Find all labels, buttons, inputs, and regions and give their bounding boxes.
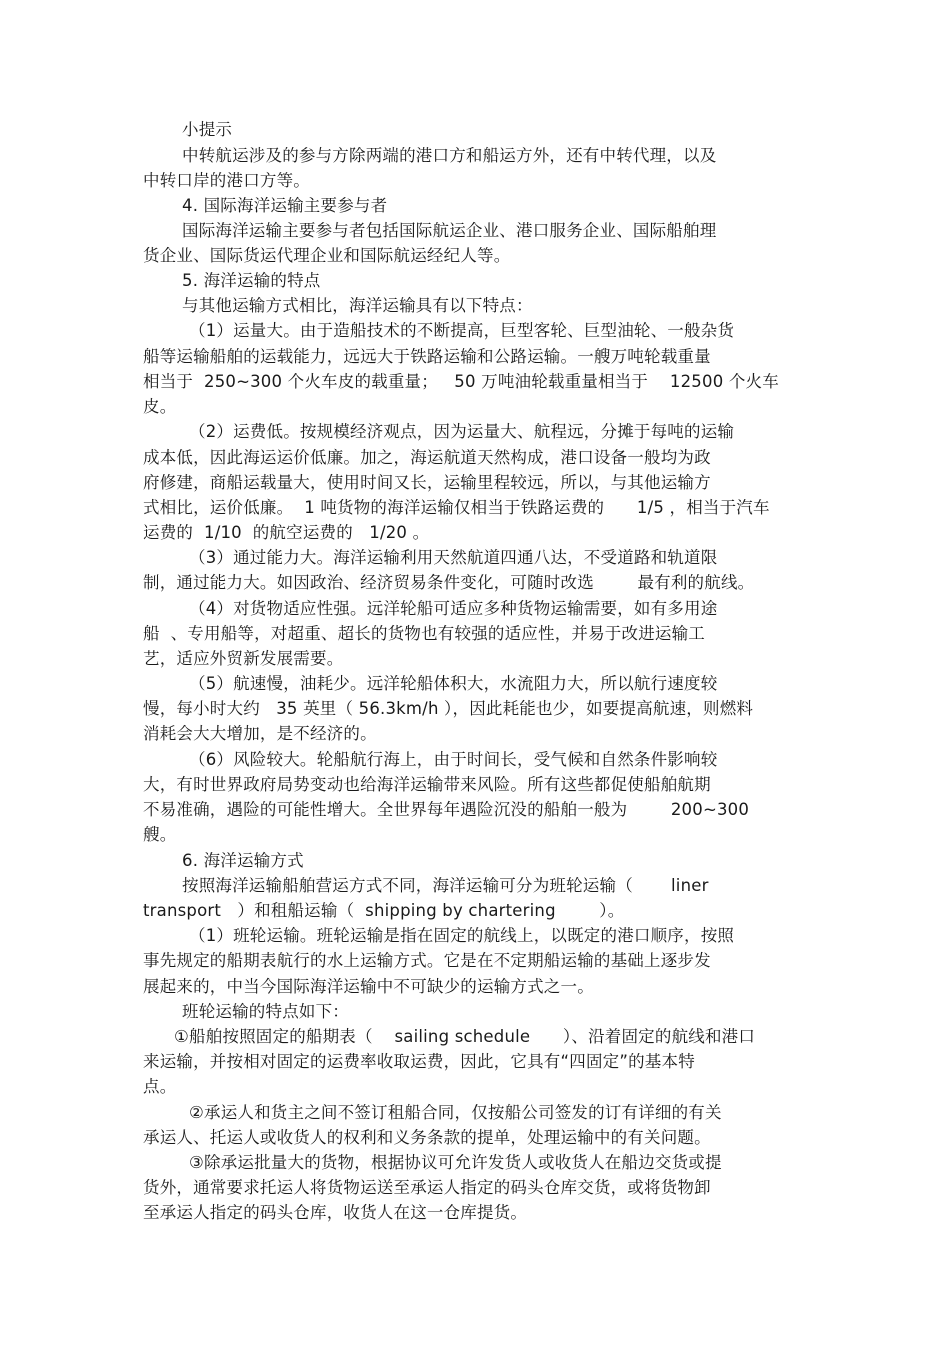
text-line: ①船舶按照固定的船期表（ sailing schedule ）、沿着固定的航线和港口 <box>174 1027 756 1046</box>
text-line: 慢，每小时大约 35 英里（ 56.3km/h ），因此耗能也少，如要提高航速，则燃料 <box>143 699 754 718</box>
text-line: 货外，通常要求托运人将货物运送至承运人指定的码头仓库交货，或将货物卸 <box>143 1178 711 1197</box>
text-line: 艘。 <box>143 825 177 844</box>
text-line: （1）运量大。由于造船技术的不断提高，巨型客轮、巨型油轮、一般杂货 <box>189 321 735 340</box>
text-line: 国际海洋运输主要参与者包括国际航运企业、港口服务企业、国际船舶理 <box>182 221 717 240</box>
text-line: 大，有时世界政府局势变动也给海洋运输带来风险。所有这些都促使船舶航期 <box>143 775 711 794</box>
text-line: 承运人、托运人或收货人的权利和义务条款的提单，处理运输中的有关问题。 <box>143 1128 711 1147</box>
text-line: （4）对货物适应性强。远洋轮船可适应多种货物运输需要，如有多用途 <box>189 599 718 618</box>
text-line: 货企业、国际货运代理企业和国际航运经纪人等。 <box>143 246 511 265</box>
text-line: 艺，适应外贸新发展需要。 <box>143 649 344 668</box>
text-line: 6. 海洋运输方式 <box>182 851 304 870</box>
text-line: 船 、专用船等，对超重、超长的货物也有较强的适应性，并易于改进运输工 <box>143 624 705 643</box>
text-line: 制，通过能力大。如因政治、经济贸易条件变化，可随时改选 最有利的航线。 <box>143 573 755 592</box>
text-line: 按照海洋运输船舶营运方式不同，海洋运输可分为班轮运输（ liner <box>182 876 709 895</box>
text-line: 式相比，运价低廉。 1 吨货物的海洋运输仅相当于铁路运费的 1/5 ，相当于汽车 <box>143 498 770 517</box>
text-line: 船等运输船舶的运载能力，远远大于铁路运输和公路运输。一艘万吨轮载重量 <box>143 347 711 366</box>
text-line: 消耗会大大增加，是不经济的。 <box>143 724 377 743</box>
text-line: （6）风险较大。轮船航行海上，由于时间长，受气候和自然条件影响较 <box>189 750 718 769</box>
text-line: 中转航运涉及的参与方除两端的港口方和船运方外，还有中转代理，以及 <box>182 146 717 165</box>
text-line: （2）运费低。按规模经济观点，因为运量大、航程远，分摊于每吨的运输 <box>189 422 735 441</box>
text-line: 成本低，因此海运运价低廉。加之，海运航道天然构成，港口设备一般均为政 <box>143 448 711 467</box>
text-line: 5. 海洋运输的特点 <box>182 271 321 290</box>
text-line: （1）班轮运输。班轮运输是指在固定的航线上，以既定的港口顺序，按照 <box>189 926 735 945</box>
text-line: （5）航速慢，油耗少。远洋轮船体积大，水流阻力大，所以航行速度较 <box>189 674 718 693</box>
text-line: 事先规定的船期表航行的水上运输方式。它是在不定期船运输的基础上逐步发 <box>143 951 711 970</box>
text-line: 至承运人指定的码头仓库，收货人在这一仓库提货。 <box>143 1203 528 1222</box>
text-line: ②承运人和货主之间不签订租船合同，仅按船公司签发的订有详细的有关 <box>189 1103 722 1122</box>
text-line: 与其他运输方式相比，海洋运输具有以下特点： <box>182 296 533 315</box>
text-line: 皮。 <box>143 397 177 416</box>
text-line: 中转口岸的港口方等。 <box>143 171 310 190</box>
text-line: 不易准确，遇险的可能性增大。全世界每年遇险沉没的船舶一般为 200~300 <box>143 800 750 819</box>
text-line: （3）通过能力大。海洋运输利用天然航道四通八达，不受道路和轨道限 <box>189 548 718 567</box>
text-line: 点。 <box>143 1077 177 1096</box>
text-line: 相当于 250~300 个火车皮的载重量； 50 万吨油轮载重量相当于 12500 个火车 <box>143 372 779 391</box>
text-line: transport ）和租船运输（ shipping by chartering ）。 <box>143 901 625 920</box>
text-line: 4. 国际海洋运输主要参与者 <box>182 196 388 215</box>
text-line: 班轮运输的特点如下： <box>182 1002 349 1021</box>
text-line: 来运输，并按相对固定的运费率收取运费，因此，它具有“四固定”的基本特 <box>143 1052 695 1071</box>
text-line: 小提示 <box>182 120 233 139</box>
text-line: ③除承运批量大的货物，根据协议可允许发货人或收货人在船边交货或提 <box>189 1153 722 1172</box>
text-line: 府修建，商船运载量大，使用时间又长，运输里程较远，所以，与其他运输方 <box>143 473 711 492</box>
text-line: 运费的 1/10 的航空运费的 1/20 。 <box>143 523 430 542</box>
text-line: 展起来的，中当今国际海洋运输中不可缺少的运输方式之一。 <box>143 977 594 996</box>
